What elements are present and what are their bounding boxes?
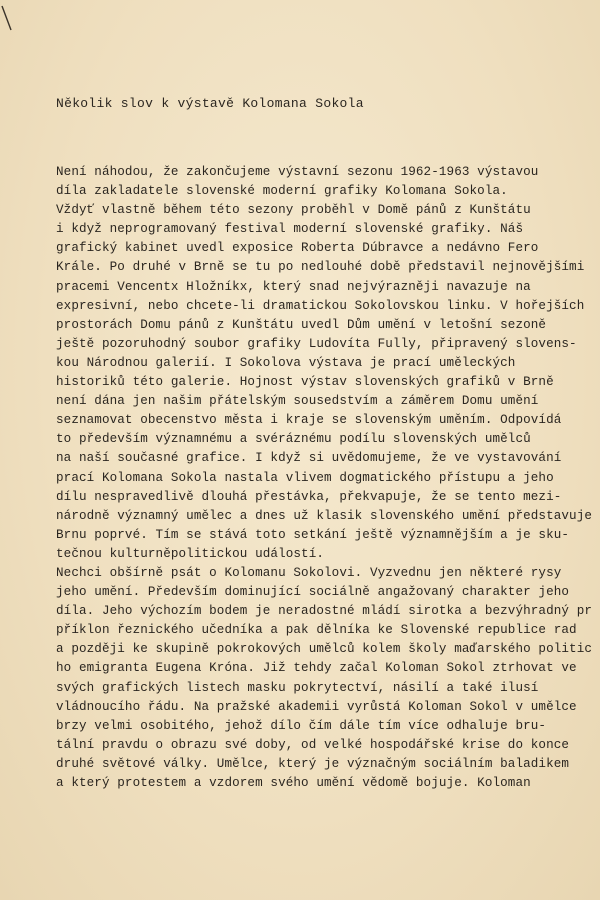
body-line: grafický kabinet uvedl exposice Roberta Dúbravce a nedávno Fero [56, 241, 539, 256]
body-line: díla zakladatele slovenské moderní grafiky Kolomana Sokola. [56, 184, 508, 199]
body-line: příklon řeznického učedníka a pak dělníka ke Slovenské republice rad [56, 623, 577, 638]
body-line: kou Národnou galerií. I Sokolova výstava je prací uměleckých [56, 355, 516, 370]
body-line: národně významný umělec a dnes už klasik slovenského umění představuje [56, 508, 593, 523]
body-line: ještě pozoruhodný soubor grafiky Ludovíta Fully, připravený slovens- [56, 336, 577, 351]
body-line: seznamovat obecenstvo města i kraje se slovenským uměním. Odpovídá [56, 413, 562, 428]
document-title: Několik slov k výstavě Kolomana Sokola [56, 96, 364, 111]
body-line: prací Kolomana Sokola nastala vlivem dogmatického přístupu a jeho [56, 470, 554, 485]
body-line: brzy velmi osobitého, jehož dílo čím dále tím více odhaluje bru- [56, 718, 547, 733]
body-line: i když neprogramovaný festival moderní slovenské grafiky. Náš [56, 222, 524, 237]
body-line: svých grafických listech masku pokrytectví, násilí a také ilusí [56, 680, 539, 695]
body-line: jeho umění. Především dominující sociálně angažovaný charakter jeho [56, 585, 570, 600]
body-line: to především významnému a svéráznému podílu slovenských umělců [56, 432, 531, 447]
body-line: díla. Jeho výchozím bodem je neradostné mládí sirotka a bezvýhradný pr [56, 604, 593, 619]
body-line: Brnu poprvé. Tím se stává toto setkání ještě významnějším a je sku- [56, 527, 570, 542]
body-line: dílu nespravedlivě dlouhá přestávka, překvapuje, že se tento mezi- [56, 489, 562, 504]
body-line: prostorách Domu pánů z Kunštátu uvedl Dům umění v letošní sezoně [56, 317, 547, 332]
body-line: Vždyť vlastně během této sezony proběhl v Domě pánů z Kunštátu [56, 203, 531, 218]
body-line: Krále. Po druhé v Brně se tu po nedlouhé době představil nejnovějšími [56, 260, 585, 275]
body-line: Není náhodou, že zakončujeme výstavní sezonu 1962-1963 výstavou [56, 165, 539, 179]
body-line: Nechci obšírně psát o Kolomanu Sokolovi. Vyzvednu jen některé rysy [56, 565, 562, 580]
body-line: tální pravdu o obrazu své doby, od velké hospodářské krise do konce [56, 737, 570, 752]
body-line: a který protestem a vzdorem svého umění vědomě bojuje. Koloman [56, 776, 531, 790]
body-line: pracemi Vencentx Hložníkx, který snad nejvýrazněji navazuje na [56, 279, 531, 294]
body-line: tečnou kulturněpolitickou událostí. [56, 546, 325, 561]
body-line: na naší současné grafice. I když si uvědomujeme, že ve vystavování [56, 451, 562, 466]
body-line: druhé světové války. Umělce, který je význačným sociálním baladikem [56, 756, 570, 771]
body-line: a později ke skupině pokrokových umělců kolem školy maďarského politic [56, 642, 593, 657]
body-line: není dána jen našim přátelským sousedstvím a záměrem Domu umění [56, 394, 539, 409]
document-body [56, 163, 596, 793]
pencil-mark [0, 4, 14, 34]
body-line: ho emigranta Eugena Króna. Již tehdy začal Koloman Sokol ztrhovat ve [56, 661, 577, 676]
body-line: vládnoucího řádu. Na pražské akademii vyrůstá Koloman Sokol v umělce [56, 699, 577, 714]
body-line: historiků této galerie. Hojnost výstav slovenských grafiků v Brně [56, 375, 554, 390]
body-line: expresivní, nebo chcete-li dramatickou Sokolovskou linku. V hořejších [56, 298, 585, 313]
